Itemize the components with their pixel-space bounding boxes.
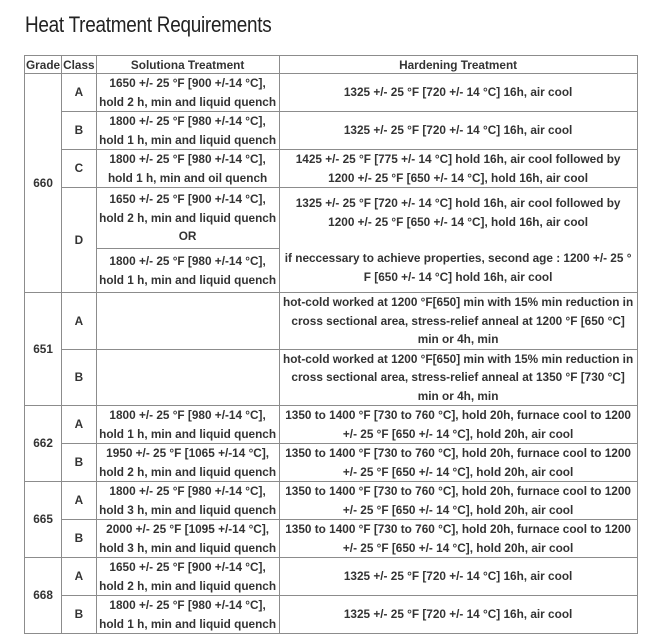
hardening-cell (279, 74, 637, 112)
text-line: 1200 +/- 25 °F [650 +/- 14 °C], hold 16h, air cool (328, 214, 589, 229)
header-row (25, 56, 638, 74)
text-line: hold 1 h, min and liquid quench (99, 132, 277, 147)
page-title: Heat Treatment Requirements (25, 12, 272, 37)
text-line: 1350 to 1400 °F [730 to 760 °C], hold 20h, furnace cool to 1200 (285, 408, 631, 422)
hardening-cell (279, 520, 637, 558)
text-line: 1800 +/- 25 °F [980 +/-14 °C], (109, 598, 266, 612)
text-line: 1950 +/- 25 °F [1065 +/-14 °C], (106, 446, 270, 460)
text-line: 1800 +/- 25 °F [980 +/-14 °C], (109, 152, 266, 166)
text-line: +/- 25 °F [650 +/- 14 °C], hold 20h, air cool (342, 502, 574, 517)
text-line: 1350 to 1400 °F [730 to 760 °C], hold 20h, furnace cool to 1200 (285, 484, 631, 498)
table-row (25, 444, 638, 482)
solution-cell (96, 444, 279, 482)
solution-cell (96, 150, 279, 188)
solution-cell (96, 482, 279, 520)
hardening-cell (279, 406, 637, 444)
class-cell: A (62, 293, 96, 350)
class-cell: C (62, 150, 96, 188)
grade-cell: 668 (25, 558, 62, 634)
text-line: hold 2 h, min and liquid quench (99, 578, 277, 593)
solution-cell (96, 596, 279, 634)
text-line: +/- 25 °F [650 +/- 14 °C], hold 20h, air cool (342, 464, 574, 479)
hardening-cell (279, 150, 637, 188)
hardening-cell (279, 112, 637, 150)
text-line: 1800 +/- 25 °F [980 +/-14 °C], (109, 484, 266, 498)
text-line: 1325 +/- 25 °F [720 +/- 14 °C] 16h, air cool (343, 569, 573, 584)
text-line: 1325 +/- 25 °F [720 +/- 14 °C] hold 16h, air cool followed by (295, 196, 621, 210)
text-line: hold 3 h, min and liquid quench (99, 502, 277, 517)
class-cell: B (62, 112, 96, 150)
text-line: 2000 +/- 25 °F [1095 +/-14 °C], (106, 522, 270, 536)
hardening-cell (279, 482, 637, 520)
text-line: 1425 +/- 25 °F [775 +/- 14 °C] hold 16h, air cool followed by (295, 152, 621, 166)
text-line: 1800 +/- 25 °F [980 +/-14 °C], (109, 408, 266, 422)
header-grade: Grade (26, 57, 61, 72)
class-cell: D (62, 188, 96, 293)
table-row (25, 293, 638, 350)
text-line: 1325 +/- 25 °F [720 +/- 14 °C] 16h, air cool (343, 85, 573, 100)
text-line: cross sectional area, stress-relief anneal at 1200 °F [650 °C] (291, 313, 625, 328)
solution-cell (96, 558, 279, 596)
text-line: 1325 +/- 25 °F [720 +/- 14 °C] 16h, air cool (343, 607, 573, 622)
header-solution: Solutiona Treatment (96, 56, 279, 74)
grade-cell: 651 (25, 293, 62, 406)
text-line: min or 4h, min (417, 332, 499, 346)
hardening-cell (279, 293, 637, 350)
class-cell: B (62, 349, 96, 406)
text-line: hold 2 h, min and liquid quench (99, 94, 277, 109)
text-line: hold 1 h, min and liquid quench (99, 272, 277, 287)
table-row (25, 349, 638, 406)
table-row (25, 596, 638, 634)
text-line: 1650 +/- 25 °F [900 +/-14 °C], (109, 560, 266, 574)
text-line: if neccessary to achieve properties, second age : 1200 +/- 25 ° (284, 251, 632, 265)
table-row (25, 520, 638, 558)
table-row (25, 558, 638, 596)
text-line: hold 1 h, min and liquid quench (99, 426, 277, 441)
hardening-cell (279, 349, 637, 406)
solution-cell (96, 188, 279, 249)
text-line: hold 1 h, min and oil quench (107, 170, 268, 185)
solution-cell (96, 520, 279, 558)
text-line: 1350 to 1400 °F [730 to 760 °C], hold 20h, furnace cool to 1200 (285, 522, 631, 536)
solution-cell (96, 293, 279, 350)
header-class: Class (63, 57, 95, 72)
solution-cell (96, 349, 279, 406)
hardening-cell (279, 558, 637, 596)
text-line: +/- 25 °F [650 +/- 14 °C], hold 20h, air cool (342, 540, 574, 555)
table-row (25, 150, 638, 188)
class-cell: B (62, 596, 96, 634)
table-row (25, 482, 638, 520)
text-line: hold 2 h, min and liquid quench (99, 464, 277, 479)
hardening-cell (279, 188, 637, 293)
text-line: 1325 +/- 25 °F [720 +/- 14 °C] 16h, air cool (343, 123, 573, 138)
text-line: 1350 to 1400 °F [730 to 760 °C], hold 20h, furnace cool to 1200 (285, 446, 631, 460)
solution-cell (96, 74, 279, 112)
text-line: 1800 +/- 25 °F [980 +/-14 °C], (109, 254, 266, 268)
text-line: cross sectional area, stress-relief anneal at 1350 °F [730 °C] (291, 370, 625, 384)
class-cell: A (62, 74, 96, 112)
table-row (25, 406, 638, 444)
text-line: hold 1 h, min and liquid quench (99, 616, 277, 631)
text-line: min or 4h, min (417, 388, 499, 403)
text-line: 1650 +/- 25 °F [900 +/-14 °C], (109, 192, 266, 207)
hardening-cell (279, 596, 637, 634)
spacer-line (281, 231, 636, 249)
text-line: hold 3 h, min and liquid quench (99, 540, 277, 555)
grade-cell: 660 (25, 74, 62, 293)
header-hardening: Hardening Treatment (279, 56, 637, 74)
table-row (25, 112, 638, 150)
class-cell: B (62, 520, 96, 558)
solution-cell (96, 249, 279, 293)
text-line: 1800 +/- 25 °F [980 +/-14 °C], (109, 114, 266, 128)
hardening-cell (279, 444, 637, 482)
text-line: hot-cold worked at 1200 °F[650] min with 15% min reduction in (283, 295, 634, 309)
grade-cell: 665 (25, 482, 62, 558)
text-line: 1650 +/- 25 °F [900 +/-14 °C], (109, 76, 266, 90)
class-cell: A (62, 482, 96, 520)
grade-cell: 662 (25, 406, 62, 482)
table-row (25, 74, 638, 112)
solution-cell (96, 112, 279, 150)
text-line: hot-cold worked at 1200 °F[650] min with 15% min reduction in (283, 351, 634, 366)
text-line: OR (178, 229, 197, 244)
text-line: hold 2 h, min and liquid quench (99, 210, 277, 225)
class-cell: A (62, 558, 96, 596)
class-cell: A (62, 406, 96, 444)
text-line: 1200 +/- 25 °F [650 +/- 14 °C], hold 16h, air cool (328, 170, 589, 185)
class-cell: B (62, 444, 96, 482)
solution-cell (96, 406, 279, 444)
text-line: F [650 +/- 14 °C] hold 16h, air cool (363, 269, 553, 284)
table-row (25, 188, 638, 249)
text-line: +/- 25 °F [650 +/- 14 °C], hold 20h, air cool (342, 426, 574, 441)
heat-treatment-table (24, 55, 638, 634)
